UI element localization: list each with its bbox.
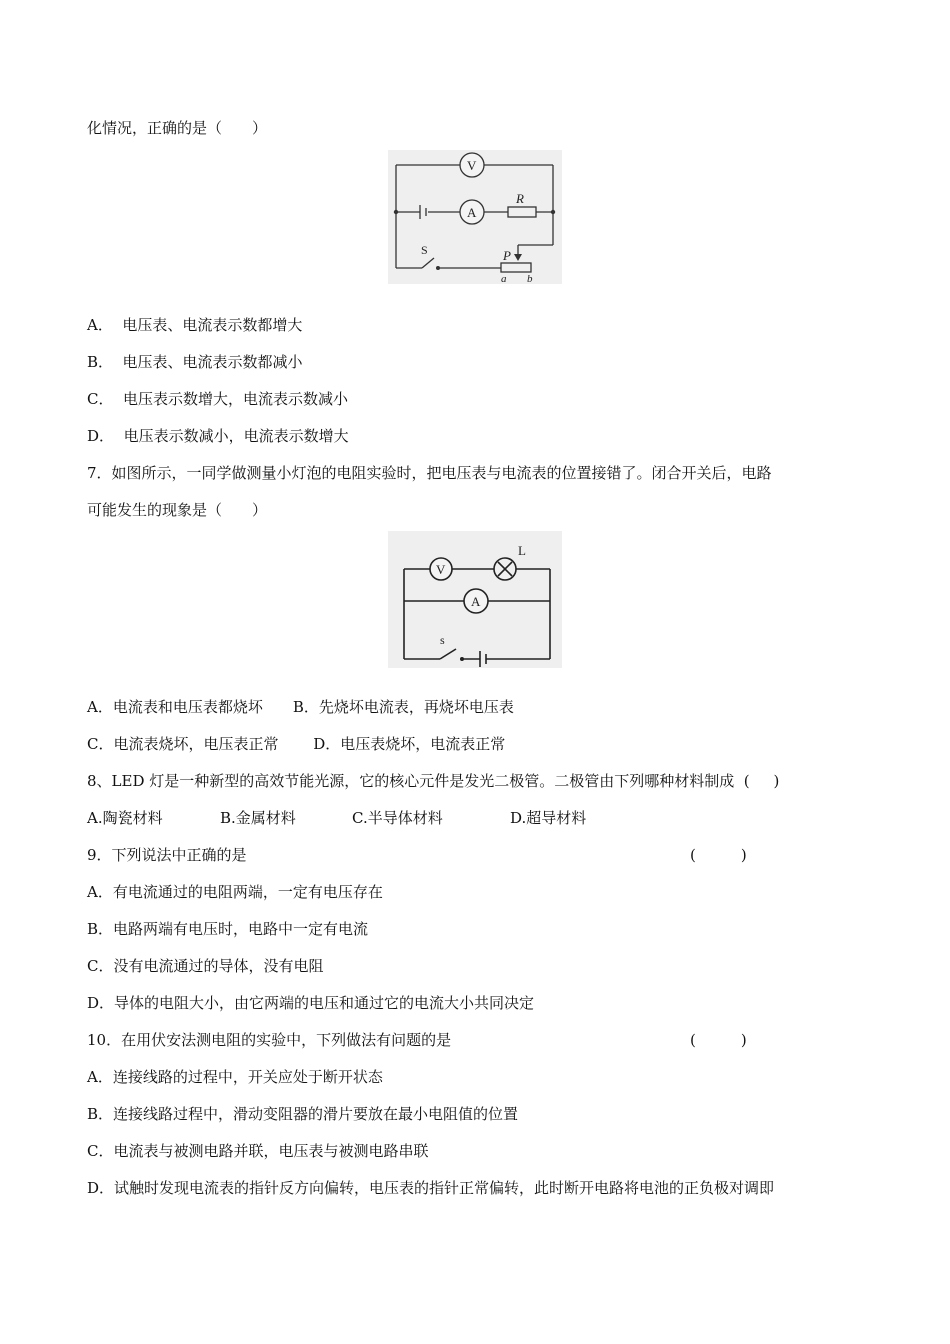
q6-ammeter-label: A bbox=[467, 205, 477, 220]
q9-option-d: D．导体的电阻大小，由它两端的电压和通过它的电流大小共同决定 bbox=[87, 994, 535, 1012]
q8-option-b: B.金属材料 bbox=[220, 809, 296, 827]
q7-options-row2: C．电流表烧坏，电压表正常 D．电压表烧坏，电流表正常 bbox=[87, 735, 506, 753]
q7-voltmeter-label: V bbox=[436, 562, 446, 577]
q6-end-b-label: b bbox=[527, 273, 533, 284]
q8-option-a: A.陶瓷材料 bbox=[87, 809, 163, 827]
q6-option-c: C． 电压表示数增大，电流表示数减小 bbox=[87, 390, 349, 408]
q8-option-c: C.半导体材料 bbox=[352, 809, 443, 827]
q7-stem-line2: 可能发生的现象是（ ） bbox=[87, 501, 268, 519]
q10-option-c: C．电流表与被测电路并联，电压表与被测电路串联 bbox=[87, 1142, 429, 1160]
q10-option-b: B．连接线路过程中，滑动变阻器的滑片要放在最小电阻值的位置 bbox=[87, 1105, 519, 1123]
q6-option-b: B． 电压表、电流表示数都减小 bbox=[87, 353, 303, 371]
q10-answer-paren: ( ) bbox=[690, 1031, 747, 1049]
q6-slider-label: P bbox=[503, 248, 511, 263]
q7-ammeter-label: A bbox=[471, 594, 481, 609]
q9-option-c: C．没有电流通过的导体，没有电阻 bbox=[87, 957, 324, 975]
q9-answer-paren: ( ) bbox=[690, 846, 747, 864]
q9-stem: 9．下列说法中正确的是 bbox=[87, 846, 247, 864]
q7-options-row1: A．电流表和电压表都烧坏 B．先烧坏电流表，再烧坏电压表 bbox=[87, 698, 514, 716]
q10-stem: 10．在用伏安法测电阻的实验中，下列做法有问题的是 bbox=[87, 1031, 452, 1049]
q7-circuit-diagram bbox=[388, 531, 562, 668]
q7-circuit-figure bbox=[388, 531, 562, 668]
q6-resistor-label: R bbox=[516, 191, 524, 206]
q6-circuit-figure bbox=[388, 150, 562, 284]
q7-switch-label: s bbox=[440, 633, 445, 647]
q6-voltmeter-label: V bbox=[467, 158, 477, 173]
q7-lamp-label: L bbox=[518, 543, 526, 558]
q6-option-a: A． 电压表、电流表示数都增大 bbox=[87, 316, 303, 334]
q9-option-a: A．有电流通过的电阻两端，一定有电压存在 bbox=[87, 883, 383, 901]
q6-end-a-label: a bbox=[501, 273, 507, 284]
q8-option-d: D.超导材料 bbox=[510, 809, 587, 827]
q8-stem: 8、LED 灯是一种新型的高效节能光源，它的核心元件是发光二极管。二极管由下列哪种材料制成 ( ) bbox=[87, 772, 780, 790]
q10-option-d: D．试触时发现电流表的指针反方向偏转，电压表的指针正常偏转，此时断开电路将电池的正负极对调即 bbox=[87, 1179, 775, 1197]
q6-switch-label: S bbox=[421, 243, 428, 257]
q10-option-a: A．连接线路的过程中，开关应处于断开状态 bbox=[87, 1068, 383, 1086]
q6-option-d: D． 电压表示数减小，电流表示数增大 bbox=[87, 427, 349, 445]
q9-option-b: B．电路两端有电压时，电路中一定有电流 bbox=[87, 920, 369, 938]
q7-stem-line1: 7．如图所示，一同学做测量小灯泡的电阻实验时，把电压表与电流表的位置接错了。闭合开关后，电路 bbox=[87, 464, 772, 482]
q6-circuit-diagram bbox=[388, 150, 562, 284]
q6-stem-tail: 化情况，正确的是（ ） bbox=[87, 119, 268, 137]
